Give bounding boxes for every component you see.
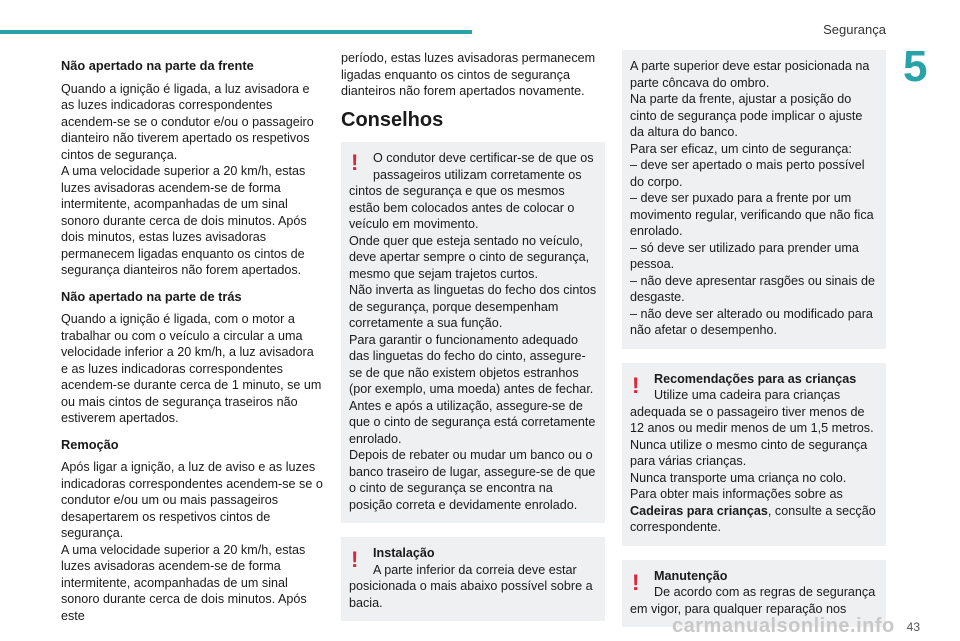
heading-front-unbuckled: Não apertado na parte da frente	[61, 58, 254, 73]
section-title: Segurança	[823, 22, 886, 37]
box-text-first: O condutor deve certificar-se de que os passageiros utilizam corretamente os	[373, 151, 594, 182]
box-text-rest: cintos de segurança e que os mesmos estão bem colocados antes de colocar o veículo em movimento. Onde quer que esteja sentado no veículo, deve apertar sempre o cinto de segurança, mesmo que sejam trajetos curtos. Não inverta as linguetas do fecho dos cintos de segurança, porque desempenham corretamente a sua função. Para garantir o funcionamento adequado das linguetas do fecho do cinto, assegure-se de que não existem objetos estranhos (por exemplo, uma moeda) antes de fechar. Antes e após a utilização, assegure-se de que o cinto de segurança está corretamente enrolado. Depois de rebater ou mudar um banco ou o banco traseiro de lugar, assegure-se de que o cinto de segurança se encontra na posição correta e devidamente enrolado.	[349, 184, 597, 512]
maintenance-text-rest: em vigor, para qualquer reparação nos	[630, 601, 847, 616]
paragraph-removal: Após ligar a ignição, a luz de aviso e as luzes indicadoras correspondentes acendem-se se o condutor e/ou um ou mais passageiros desapertarem os respetivos cintos de segurança. A uma velocidade superior a 20 km/h, estas luzes avisadoras acendem-se de forma intermitente, acompanhadas de um sinal sonoro durante cerca de dois minutos. Após este	[61, 460, 323, 623]
children-text-a: adequada se o passageiro tiver menos de 12 anos ou medir menos de um 1,5 metros. Nunca utilize o mesmo cinto de segurança para várias crianças. Nunca transporte uma criança no colo. Para obter mais informações sobre as	[630, 404, 874, 501]
advice-warning-box	[341, 142, 605, 523]
maintenance-text-first: De acordo com as regras de segurança	[654, 585, 876, 599]
belt-usage-box	[622, 50, 886, 349]
warning-icon: !	[351, 547, 359, 572]
heading-advice: Conselhos	[341, 108, 444, 131]
heading-removal: Remoção	[61, 436, 119, 452]
warning-icon: !	[632, 372, 640, 398]
column-2	[341, 50, 605, 635]
column-3	[622, 50, 886, 641]
children-text-b: , consulte a secção correspondente.	[630, 503, 876, 534]
header-accent-bar	[0, 30, 472, 34]
children-text-first: Utilize uma cadeira para crianças	[654, 388, 841, 402]
children-text-rest	[630, 404, 878, 536]
warning-icon: !	[632, 569, 640, 595]
installation-title: Instalação	[373, 546, 435, 560]
child-seats-link-text: Cadeiras para crianças	[630, 503, 768, 518]
paragraph-front-unbuckled: Quando a ignição é ligada, a luz avisadora e as luzes indicadoras correspondentes acendem-se se o condutor e/ou o passageiro dianteiro não tiverem apertado os respetivos cintos de segurança. A uma velocidade superior a 20 km/h, estas luzes avisadoras acendem-se de forma intermitente, acompanhadas de um sinal sonoro durante cerca de dois minutos. Após dois minutos, estas luzes avisadoras permanecem ligadas enquanto os cintos de segurança dianteiros não forem apertados.	[61, 81, 314, 277]
children-title: Recomendações para as crianças	[654, 371, 857, 386]
installation-text-first: A parte inferior da correia deve estar	[373, 562, 577, 577]
column-1	[61, 58, 323, 634]
watermark: carmanualsonline.info	[672, 615, 895, 637]
paragraph-continuation: período, estas luzes avisadoras permanecem ligadas enquanto os cintos de segurança dianteiros não forem apertados novamente.	[341, 51, 596, 98]
page-number: 43	[906, 620, 920, 634]
heading-rear-unbuckled: Não apertado na parte de trás	[61, 288, 242, 304]
chapter-number: 5	[903, 42, 928, 91]
installation-text-rest: posicionada o mais abaixo possível sobre a bacia.	[349, 579, 593, 610]
children-warning-box	[622, 363, 886, 546]
belt-usage-text: A parte superior deve estar posicionada na parte côncava do ombro. Na parte da frente, ajustar a posição do cinto de segurança pode implicar o ajuste da altura do banco. Para ser eficaz, um cinto de segurança: – deve ser apertado o mais perto possível do corpo. – deve ser puxado para a frente por um movimento regular, verificando que não fica enrolado. – só deve ser utilizado para prender uma pessoa. – não deve apresentar rasgões ou sinais de desgaste. – não deve ser alterado ou modificado para não afetar o desempenho.	[630, 59, 876, 337]
maintenance-title: Manutenção	[654, 568, 728, 583]
paragraph-rear-unbuckled: Quando a ignição é ligada, com o motor a trabalhar ou com o veículo a circular a uma velocidade inferior a 20 km/h, a luz avisadora e as luzes indicadoras correspondentes acendem-se durante cerca de 1 minuto, se um ou mais cintos de segurança traseiros não estiverem apertados.	[61, 312, 322, 425]
warning-icon: !	[351, 150, 359, 175]
installation-warning-box	[341, 537, 605, 621]
